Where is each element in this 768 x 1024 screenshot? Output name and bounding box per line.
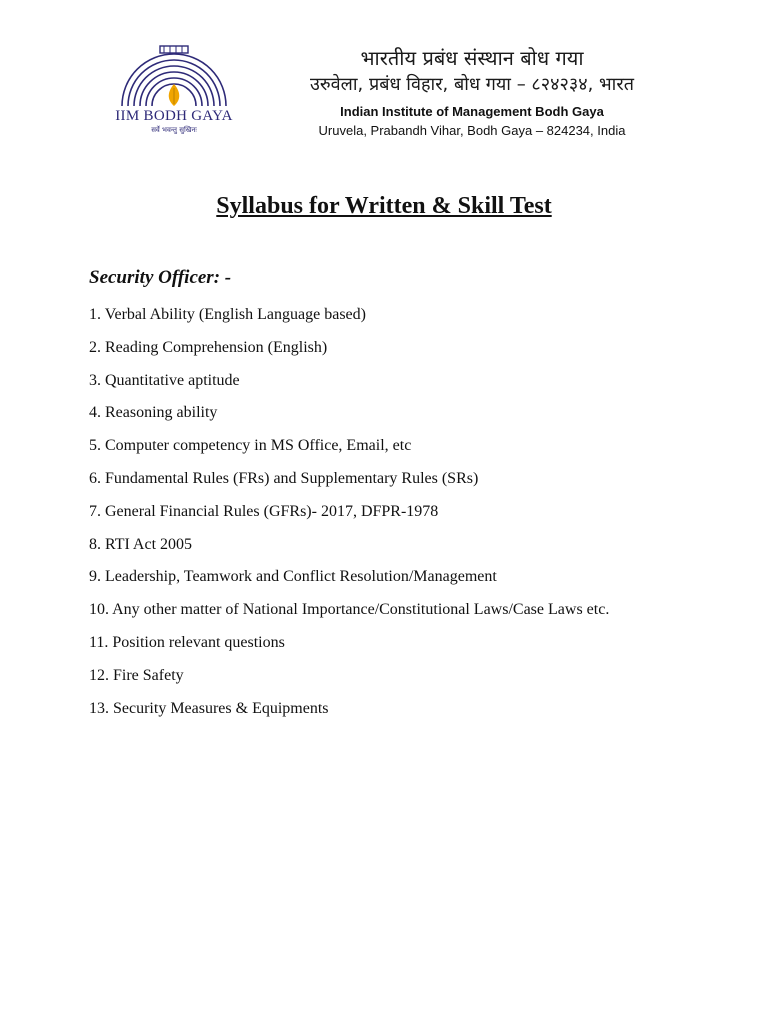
list-item: 2. Reading Comprehension (English) bbox=[89, 338, 328, 356]
list-item: 6. Fundamental Rules (FRs) and Supplementary Rules (SRs) bbox=[89, 469, 479, 487]
list-item: 12. Fire Safety bbox=[89, 666, 184, 684]
institute-address-english: Uruvela, Prabandh Vihar, Bodh Gaya – 824234, India bbox=[318, 123, 626, 138]
list-item: 10. Any other matter of National Importance/Constitutional Laws/Case Laws etc. bbox=[89, 601, 610, 619]
stupa-arches-icon bbox=[104, 44, 244, 110]
institute-logo bbox=[104, 44, 244, 140]
institute-address-hindi: उरुवेला, प्रबंध विहार, बोध गया – ८२४२३४, भारत bbox=[310, 74, 634, 95]
letterhead bbox=[262, 44, 682, 138]
list-item: 7. General Financial Rules (GFRs)- 2017, DFPR-1978 bbox=[89, 502, 439, 520]
logo-tagline: सर्वे भवन्तु सुखिनः bbox=[151, 126, 197, 134]
list-item: 13. Security Measures & Equipments bbox=[89, 699, 329, 717]
list-item: 3. Quantitative aptitude bbox=[89, 371, 240, 389]
list-item: 11. Position relevant questions bbox=[89, 633, 285, 651]
document-title: Syllabus for Written & Skill Test bbox=[216, 193, 552, 219]
logo-wordmark: IIM BODH GAYA bbox=[115, 108, 233, 124]
list-item: 4. Reasoning ability bbox=[89, 404, 218, 422]
institute-name-hindi: भारतीय प्रबंध संस्थान बोध गया bbox=[360, 46, 584, 70]
syllabus-list bbox=[89, 303, 609, 729]
list-item: 8. RTI Act 2005 bbox=[89, 535, 193, 553]
institute-name-english: Indian Institute of Management Bodh Gaya bbox=[340, 104, 604, 119]
list-item: 5. Computer competency in MS Office, Email, etc bbox=[89, 437, 412, 455]
list-item: 9. Leadership, Teamwork and Conflict Resolution/Management bbox=[89, 568, 497, 586]
post-heading: Security Officer: - bbox=[89, 267, 232, 288]
list-item: 1. Verbal Ability (English Language based) bbox=[89, 306, 366, 323]
